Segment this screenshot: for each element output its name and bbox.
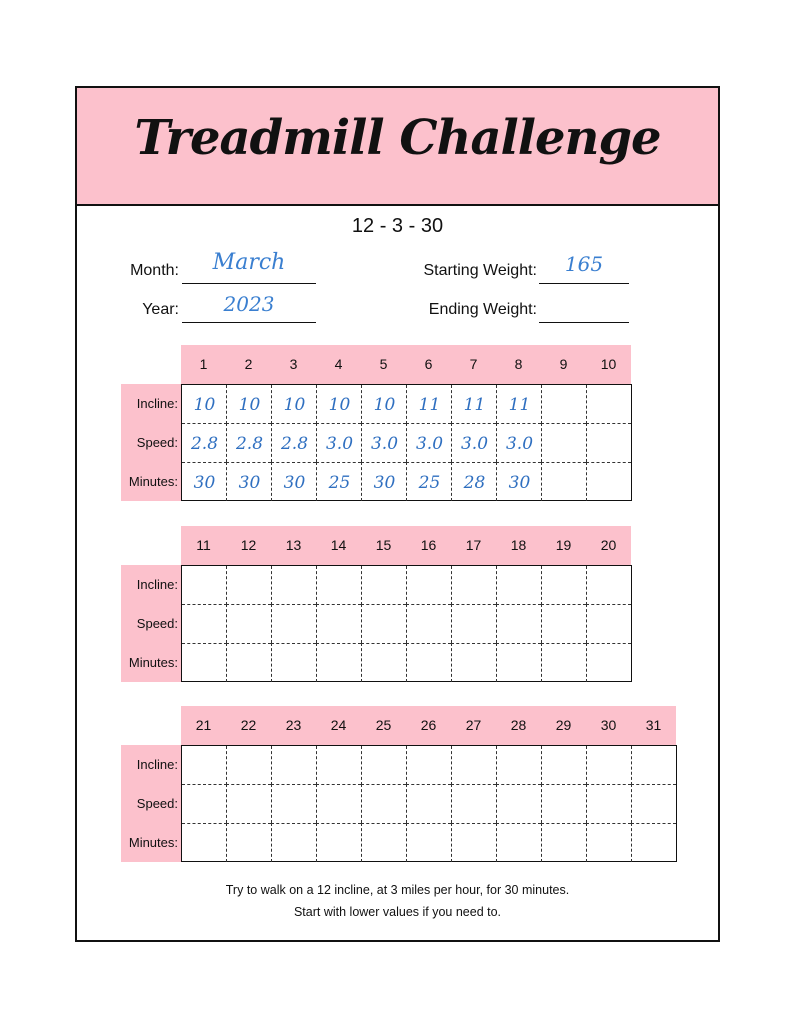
grid-cell-minutes[interactable] (361, 462, 406, 501)
incline-value: 10 (328, 395, 351, 415)
grid-cell-incline[interactable] (496, 566, 541, 605)
grid-cell-speed[interactable] (406, 423, 451, 462)
day-number: 31 (645, 717, 662, 733)
incline-value: 10 (373, 395, 396, 415)
grid-cell-incline[interactable] (316, 385, 361, 424)
incline-value (362, 746, 407, 785)
grid-cell-incline[interactable] (361, 566, 406, 605)
minutes-value (542, 824, 587, 863)
starting-weight-value[interactable]: 165 (564, 252, 604, 276)
speed-value (497, 785, 542, 824)
grid-cell-incline[interactable] (586, 746, 631, 785)
grid-cell-incline[interactable] (182, 746, 227, 785)
grid-cell-minutes[interactable] (586, 643, 631, 682)
grid-cell-speed[interactable] (271, 423, 316, 462)
speed-value (587, 424, 632, 463)
grid-cell-speed[interactable] (316, 604, 361, 643)
incline-value (182, 746, 227, 785)
grid-cell-speed[interactable] (541, 784, 586, 823)
grid-cell-minutes[interactable] (541, 823, 586, 862)
grid-cell-minutes[interactable] (226, 643, 271, 682)
minutes-value (497, 644, 542, 683)
speed-value (182, 785, 227, 824)
minutes-value (227, 824, 272, 863)
day-number: 6 (424, 356, 433, 372)
incline-value (272, 746, 317, 785)
speed-value (632, 785, 677, 824)
grid-cell-incline[interactable] (586, 385, 631, 424)
incline-value (227, 746, 272, 785)
incline-value (362, 566, 407, 605)
speed-value (227, 785, 272, 824)
grid-cell-incline[interactable] (541, 746, 586, 785)
grid-cell-minutes[interactable] (361, 643, 406, 682)
log-grid (181, 745, 677, 862)
day-number: 10 (600, 356, 617, 372)
day-number: 3 (289, 356, 298, 372)
month-value[interactable]: March (212, 250, 286, 275)
day-number: 19 (555, 537, 572, 553)
grid-cell-minutes[interactable] (541, 462, 586, 501)
incline-value (542, 385, 587, 424)
minutes-value: 30 (238, 473, 261, 493)
grid-cell-incline[interactable] (406, 746, 451, 785)
speed-value (497, 605, 542, 644)
day-number: 16 (420, 537, 437, 553)
speed-value (317, 605, 362, 644)
grid-cell-minutes[interactable] (316, 643, 361, 682)
grid-cell-speed[interactable] (451, 784, 496, 823)
minutes-value (272, 644, 317, 683)
speed-value: 2.8 (190, 434, 219, 454)
grid-cell-minutes[interactable] (406, 462, 451, 501)
incline-value (497, 566, 542, 605)
log-grid (181, 384, 632, 501)
grid-cell-minutes[interactable] (226, 462, 271, 501)
minutes-value (587, 463, 632, 502)
grid-cell-minutes[interactable] (316, 823, 361, 862)
day-number: 20 (600, 537, 617, 553)
grid-cell-incline[interactable] (406, 385, 451, 424)
grid-cell-minutes[interactable] (271, 823, 316, 862)
day-number-row (181, 526, 631, 565)
grid-cell-speed[interactable] (451, 423, 496, 462)
grid-cell-minutes[interactable] (496, 823, 541, 862)
grid-cell-speed[interactable] (226, 604, 271, 643)
minutes-value: 25 (328, 473, 351, 493)
speed-value (452, 605, 497, 644)
grid-cell-minutes[interactable] (182, 643, 227, 682)
minutes-value: 28 (463, 473, 486, 493)
day-number-row (181, 345, 631, 384)
row-label-incline: Incline: (136, 396, 178, 411)
minutes-value (542, 463, 587, 502)
grid-cell-incline[interactable] (361, 385, 406, 424)
grid-cell-incline[interactable] (451, 566, 496, 605)
minutes-value: 30 (508, 473, 531, 493)
incline-value (182, 566, 227, 605)
grid-cell-speed[interactable] (631, 784, 676, 823)
page-subtitle: 12 - 3 - 30 (351, 215, 444, 237)
row-label-minutes: Minutes: (128, 474, 178, 489)
day-number: 15 (375, 537, 392, 553)
minutes-value (587, 824, 632, 863)
speed-value (542, 785, 587, 824)
grid-cell-speed[interactable] (496, 423, 541, 462)
day-number: 8 (514, 356, 523, 372)
row-label-minutes: Minutes: (128, 835, 178, 850)
day-number: 13 (285, 537, 302, 553)
grid-cell-speed[interactable] (182, 604, 227, 643)
year-line (182, 322, 316, 323)
grid-cell-speed[interactable] (361, 784, 406, 823)
grid-cell-minutes[interactable] (496, 462, 541, 501)
minutes-value (587, 644, 632, 683)
worksheet-frame (75, 86, 720, 942)
day-number: 30 (600, 717, 617, 733)
grid-cell-speed[interactable] (496, 604, 541, 643)
title-banner (77, 88, 718, 206)
row-label-speed: Speed: (136, 796, 178, 811)
grid-cell-incline[interactable] (541, 566, 586, 605)
grid-cell-speed[interactable] (406, 604, 451, 643)
incline-value (587, 566, 632, 605)
speed-value (452, 785, 497, 824)
speed-value (407, 605, 452, 644)
incline-value (407, 566, 452, 605)
minutes-value (227, 644, 272, 683)
incline-value (227, 566, 272, 605)
grid-cell-incline[interactable] (451, 746, 496, 785)
minutes-value (362, 824, 407, 863)
speed-value: 3.0 (370, 434, 399, 454)
incline-value: 10 (193, 395, 216, 415)
grid-cell-incline[interactable] (451, 385, 496, 424)
day-number: 17 (465, 537, 482, 553)
grid-cell-speed[interactable] (316, 423, 361, 462)
grid-cell-minutes[interactable] (271, 462, 316, 501)
grid-cell-minutes[interactable] (406, 823, 451, 862)
day-number: 21 (195, 717, 212, 733)
speed-value (272, 605, 317, 644)
incline-value: 11 (508, 395, 531, 415)
grid-cell-incline[interactable] (406, 566, 451, 605)
speed-value (317, 785, 362, 824)
minutes-value (452, 824, 497, 863)
grid-cell-minutes[interactable] (541, 643, 586, 682)
minutes-value (272, 824, 317, 863)
grid-cell-speed[interactable] (541, 423, 586, 462)
grid-cell-incline[interactable] (226, 566, 271, 605)
grid-cell-speed[interactable] (586, 784, 631, 823)
row-label-incline: Incline: (136, 577, 178, 592)
grid-cell-incline[interactable] (226, 385, 271, 424)
minutes-value (317, 644, 362, 683)
minutes-value: 25 (418, 473, 441, 493)
grid-cell-incline[interactable] (316, 746, 361, 785)
grid-cell-minutes[interactable] (586, 462, 631, 501)
row-label-incline: Incline: (136, 757, 178, 772)
minutes-value (362, 644, 407, 683)
speed-value: 3.0 (460, 434, 489, 454)
speed-value (272, 785, 317, 824)
grid-cell-minutes[interactable] (406, 643, 451, 682)
grid-cell-incline[interactable] (271, 746, 316, 785)
day-number: 14 (330, 537, 347, 553)
grid-cell-minutes[interactable] (316, 462, 361, 501)
day-number: 24 (330, 717, 347, 733)
grid-cell-minutes[interactable] (271, 643, 316, 682)
grid-cell-incline[interactable] (496, 746, 541, 785)
speed-value (542, 605, 587, 644)
grid-cell-speed[interactable] (406, 784, 451, 823)
log-grid (181, 565, 632, 682)
incline-value: 11 (418, 395, 441, 415)
speed-value: 2.8 (235, 434, 264, 454)
minutes-value (497, 824, 542, 863)
day-number: 29 (555, 717, 572, 733)
day-number: 12 (240, 537, 257, 553)
row-labels (121, 745, 181, 862)
row-label-speed: Speed: (136, 435, 178, 450)
incline-value: 10 (238, 395, 261, 415)
day-number: 22 (240, 717, 257, 733)
year-value[interactable]: 2023 (223, 292, 275, 316)
grid-cell-speed[interactable] (226, 423, 271, 462)
grid-cell-minutes[interactable] (182, 462, 227, 501)
row-labels (121, 384, 181, 501)
grid-cell-incline[interactable] (496, 385, 541, 424)
grid-cell-minutes[interactable] (496, 643, 541, 682)
grid-cell-speed[interactable] (226, 784, 271, 823)
day-number: 18 (510, 537, 527, 553)
grid-cell-incline[interactable] (226, 746, 271, 785)
minutes-value (317, 824, 362, 863)
grid-cell-speed[interactable] (541, 604, 586, 643)
grid-cell-minutes[interactable] (451, 462, 496, 501)
grid-cell-minutes[interactable] (182, 823, 227, 862)
speed-value (542, 424, 587, 463)
day-number: 2 (244, 356, 253, 372)
speed-value (587, 605, 632, 644)
starting-weight-line (539, 283, 629, 284)
grid-cell-incline[interactable] (361, 746, 406, 785)
incline-value (317, 746, 362, 785)
minutes-value (542, 644, 587, 683)
grid-cell-minutes[interactable] (631, 823, 676, 862)
minutes-value (452, 644, 497, 683)
incline-value (317, 566, 362, 605)
year-label: Year: (142, 301, 179, 318)
page-title: Treadmill Challenge (134, 110, 661, 166)
minutes-value (182, 644, 227, 683)
day-number: 27 (465, 717, 482, 733)
speed-value (227, 605, 272, 644)
row-label-minutes: Minutes: (128, 655, 178, 670)
minutes-value (182, 824, 227, 863)
incline-value (452, 746, 497, 785)
incline-value: 11 (463, 395, 486, 415)
incline-value (497, 746, 542, 785)
grid-cell-incline[interactable] (271, 385, 316, 424)
day-number: 28 (510, 717, 527, 733)
speed-value: 3.0 (325, 434, 354, 454)
incline-value (407, 746, 452, 785)
grid-cell-speed[interactable] (271, 604, 316, 643)
day-number: 5 (379, 356, 388, 372)
speed-value (362, 785, 407, 824)
grid-cell-incline[interactable] (271, 566, 316, 605)
month-line (182, 283, 316, 284)
grid-cell-speed[interactable] (361, 604, 406, 643)
incline-value (632, 746, 677, 785)
grid-cell-speed[interactable] (182, 423, 227, 462)
incline-value (452, 566, 497, 605)
grid-cell-speed[interactable] (271, 784, 316, 823)
grid-cell-incline[interactable] (541, 385, 586, 424)
grid-cell-minutes[interactable] (451, 823, 496, 862)
grid-cell-minutes[interactable] (361, 823, 406, 862)
incline-value (542, 746, 587, 785)
minutes-value: 30 (283, 473, 306, 493)
grid-cell-speed[interactable] (451, 604, 496, 643)
grid-cell-minutes[interactable] (226, 823, 271, 862)
speed-value (407, 785, 452, 824)
instruction-note-secondary: Start with lower values if you need to. (293, 905, 502, 919)
day-number: 4 (334, 356, 343, 372)
instruction-note: Try to walk on a 12 incline, at 3 miles per hour, for 30 minutes. (225, 883, 570, 897)
ending-weight-label: Ending Weight: (428, 301, 537, 318)
grid-cell-incline[interactable] (631, 746, 676, 785)
ending-weight-line (539, 322, 629, 323)
day-number: 9 (559, 356, 568, 372)
row-label-speed: Speed: (136, 616, 178, 631)
incline-value (587, 385, 632, 424)
speed-value (362, 605, 407, 644)
minutes-value (407, 644, 452, 683)
day-number: 25 (375, 717, 392, 733)
speed-value (182, 605, 227, 644)
grid-cell-speed[interactable] (316, 784, 361, 823)
grid-cell-incline[interactable] (586, 566, 631, 605)
grid-cell-incline[interactable] (182, 566, 227, 605)
incline-value (542, 566, 587, 605)
minutes-value (407, 824, 452, 863)
grid-cell-speed[interactable] (586, 604, 631, 643)
incline-value (272, 566, 317, 605)
day-number: 11 (196, 537, 211, 553)
incline-value: 10 (283, 395, 306, 415)
incline-value (587, 746, 632, 785)
day-number: 7 (469, 356, 478, 372)
speed-value: 3.0 (505, 434, 534, 454)
grid-cell-speed[interactable] (586, 423, 631, 462)
row-labels (121, 565, 181, 682)
speed-value: 2.8 (280, 434, 309, 454)
grid-cell-speed[interactable] (182, 784, 227, 823)
starting-weight-label: Starting Weight: (423, 262, 537, 279)
speed-value: 3.0 (415, 434, 444, 454)
grid-cell-minutes[interactable] (586, 823, 631, 862)
minutes-value: 30 (193, 473, 216, 493)
speed-value (587, 785, 632, 824)
month-label: Month: (130, 262, 179, 279)
grid-cell-incline[interactable] (316, 566, 361, 605)
grid-cell-speed[interactable] (496, 784, 541, 823)
grid-cell-speed[interactable] (361, 423, 406, 462)
day-number: 26 (420, 717, 437, 733)
grid-cell-minutes[interactable] (451, 643, 496, 682)
minutes-value: 30 (373, 473, 396, 493)
day-number: 23 (285, 717, 302, 733)
day-number: 1 (199, 356, 208, 372)
day-number-row (181, 706, 676, 745)
minutes-value (632, 824, 677, 863)
grid-cell-incline[interactable] (182, 385, 227, 424)
